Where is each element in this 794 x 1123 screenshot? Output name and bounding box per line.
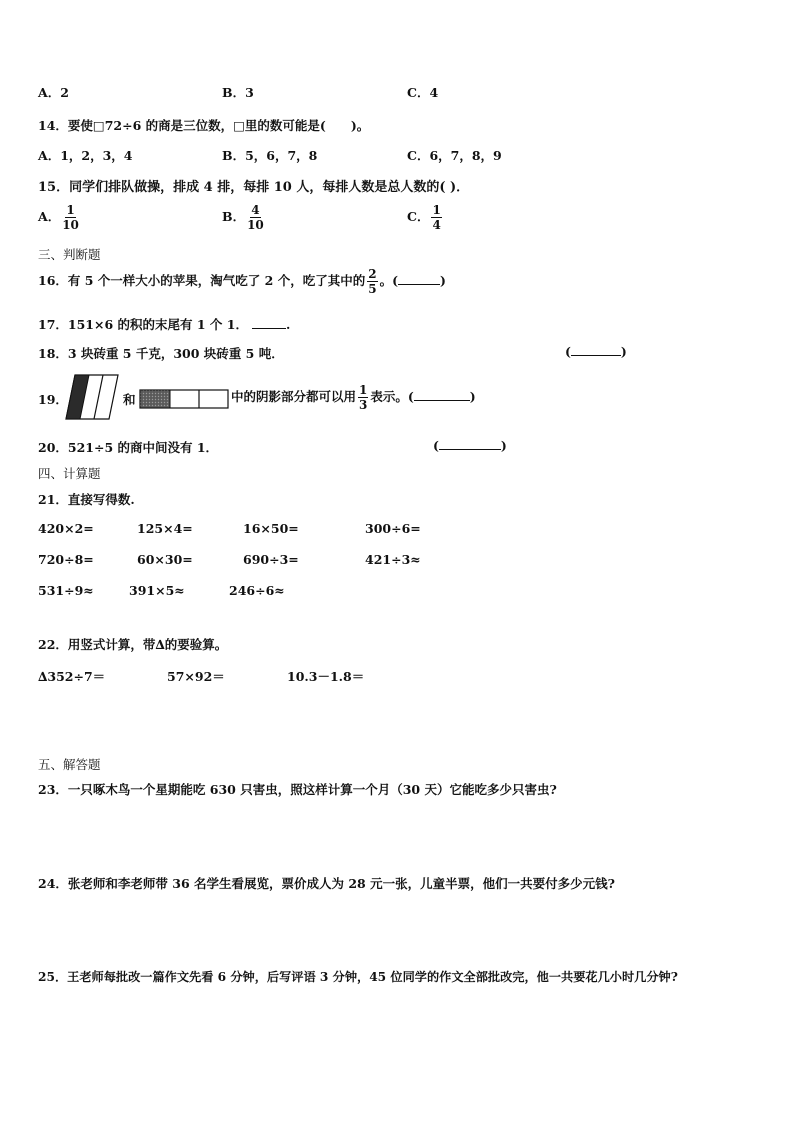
q21-item: 300÷6= <box>365 521 421 536</box>
q15-a-numerator: 1 <box>66 203 75 217</box>
q21-item: 420×2= <box>38 521 94 536</box>
q25-question: 25．王老师每批改一篇作文先看 6 分钟，后写评语 3 分钟，45 位同学的作文全部批改完，他一共要花几小时几分钟? <box>38 970 678 984</box>
q19-denominator: 3 <box>359 398 368 412</box>
section-4-title: 四、计算题 <box>38 466 101 481</box>
q15-option-b <box>222 204 266 231</box>
q17-answer-blank[interactable] <box>252 317 286 329</box>
q13-option-b: B．3 <box>222 85 254 100</box>
q15-a-label: A． <box>38 209 61 224</box>
section-3-title: 三、判断题 <box>38 247 101 262</box>
q15-b-denominator: 10 <box>247 218 264 232</box>
q21-item: 246÷6≈ <box>229 583 285 598</box>
q22-item: 10.3－1.8＝ <box>287 669 365 684</box>
q15-b-fraction <box>247 204 264 231</box>
q21-question: 21．直接写得数. <box>38 492 135 507</box>
q19-and: 和 <box>123 392 136 407</box>
q19-paren-open: 表示。( <box>370 389 414 404</box>
q21-item: 720÷8= <box>38 552 94 567</box>
q14-option-c: C．6，7，8，9 <box>407 148 502 163</box>
q15-option-c <box>407 204 444 231</box>
q16-text: 16．有 5 个一样大小的苹果，淘气吃了 2 个，吃了其中的 <box>38 273 366 288</box>
q13-option-c: C．4 <box>407 85 439 100</box>
q20-answer <box>433 438 507 453</box>
rectangle-strip-figure <box>139 389 229 409</box>
q20-question: 20．521÷5 的商中间没有 1． <box>38 440 219 455</box>
q15-a-denominator: 10 <box>62 218 79 232</box>
q16-paren-open: 。( <box>379 273 398 288</box>
q21-item: 16×50= <box>243 521 299 536</box>
q18-paren-close: ) <box>620 344 627 359</box>
q15-b-numerator: 4 <box>251 203 260 217</box>
q16-question <box>38 268 446 295</box>
q21-item: 391×5≈ <box>129 583 185 598</box>
q16-numerator: 2 <box>368 267 377 281</box>
q15-a-fraction <box>62 204 79 231</box>
q21-item: 690÷3= <box>243 552 299 567</box>
q21-item: 421÷3≈ <box>365 552 421 567</box>
q13-option-a: A．2 <box>38 85 69 100</box>
q15-option-a <box>38 204 81 231</box>
q20-paren-close: ) <box>500 438 507 453</box>
q17-end: . <box>285 317 291 332</box>
q22-item: ∆352÷7＝ <box>38 669 106 684</box>
q16-paren-close: ) <box>439 273 446 288</box>
q23-question: 23．一只啄木鸟一个星期能吃 630 只害虫，照这样计算一个月（30 天）它能吃多少只害虫? <box>38 782 557 797</box>
q15-c-numerator: 1 <box>432 203 441 217</box>
q18-question: 18．3 块砖重 5 千克，300 块砖重 5 吨． <box>38 346 284 361</box>
q21-item: 60×30= <box>137 552 193 567</box>
q18-answer <box>565 344 627 359</box>
section-5-title: 五、解答题 <box>38 757 101 772</box>
q15-question: 15．同学们排队做操，排成 4 排，每排 10 人，每排人数是总人数的( )． <box>38 180 470 195</box>
q15-c-denominator: 4 <box>432 218 441 232</box>
q16-answer-blank[interactable] <box>398 273 440 285</box>
q18-paren-open: ( <box>565 344 571 359</box>
q19-fraction <box>358 384 368 411</box>
q20-answer-blank[interactable] <box>439 438 501 450</box>
q21-item: 125×4= <box>137 521 193 536</box>
q21-item: 531÷9≈ <box>38 583 94 598</box>
strip-shaded-part <box>140 390 170 408</box>
parallelogram-figure <box>64 373 120 421</box>
q19-number: 19． <box>38 392 68 407</box>
q16-denominator: 5 <box>368 282 377 296</box>
q14-option-b: B．5，6，7，8 <box>222 148 318 163</box>
q19-question <box>231 384 476 411</box>
q17-text: 17．151×6 的积的末尾有 1 个 1． <box>38 317 248 332</box>
q17-question <box>38 315 290 333</box>
q19-text: 中的阴影部分都可以用 <box>231 389 357 404</box>
q19-paren-close: ) <box>469 389 476 404</box>
q14-question: 14．要使□72÷6 的商是三位数，□里的数可能是( )。 <box>38 118 370 133</box>
q22-question: 22．用竖式计算，带∆的要验算。 <box>38 637 228 652</box>
q16-fraction <box>367 268 377 295</box>
q19-numerator: 1 <box>359 383 368 397</box>
q15-b-label: B． <box>222 209 246 224</box>
q15-c-label: C． <box>407 209 430 224</box>
q20-paren-open: ( <box>433 438 439 453</box>
q24-question: 24．张老师和李老师带 36 名学生看展览，票价成人为 28 元一张，儿童半票，他们一共要付多少元钱? <box>38 876 615 891</box>
q18-answer-blank[interactable] <box>571 344 621 356</box>
q22-item: 57×92＝ <box>167 669 225 684</box>
q15-c-fraction <box>431 204 441 231</box>
q14-option-a: A．1，2，3，4 <box>38 148 133 163</box>
q19-answer-blank[interactable] <box>414 389 470 401</box>
